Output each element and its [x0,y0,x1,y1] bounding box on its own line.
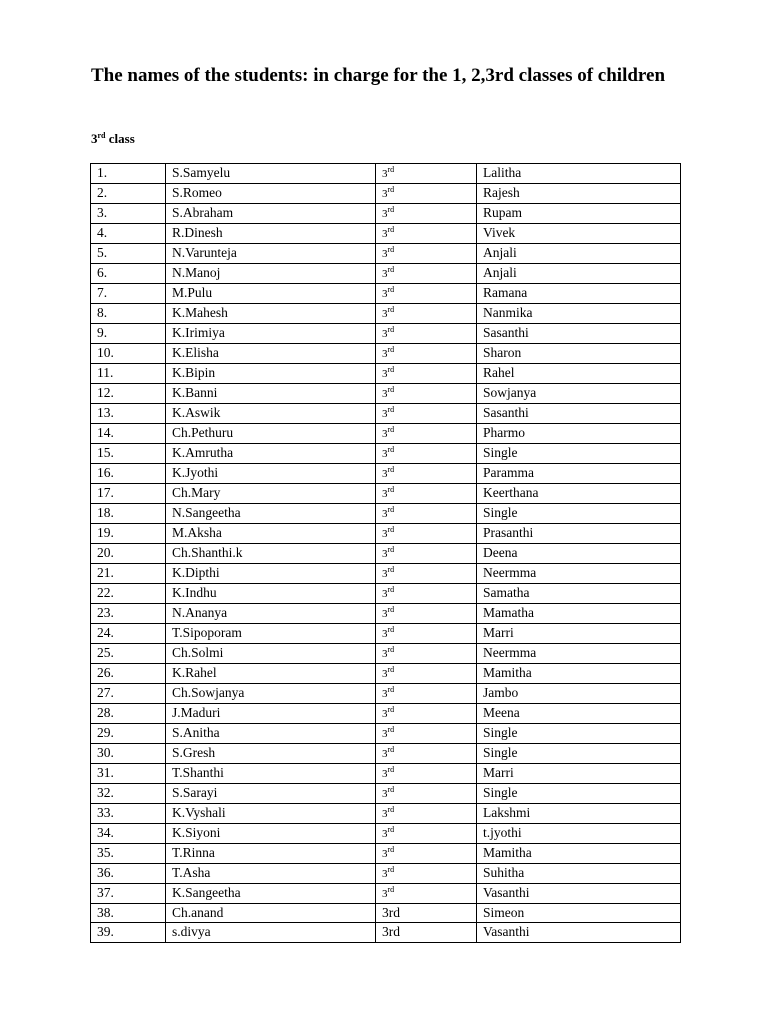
class-suffix: rd [387,565,395,574]
row-number: 28. [91,704,166,724]
row-number: 26. [91,664,166,684]
row-number: 20. [91,544,166,564]
table-row [91,264,681,284]
row-number: 25. [91,644,166,664]
class-suffix: rd [387,165,395,174]
row-number: 38. [91,904,166,923]
student-name: M.Aksha [166,524,376,544]
class-suffix: rd [387,625,395,634]
table-row [91,504,681,524]
row-number: 13. [91,404,166,424]
class-cell [376,604,477,624]
table-row [91,364,681,384]
class-number: 3 [382,448,388,460]
table-row [91,544,681,564]
class-number: 3 [382,308,388,320]
in-charge-name: Marri [477,624,681,644]
class-suffix: rd [387,605,395,614]
table-row [91,304,681,324]
row-number: 3. [91,204,166,224]
in-charge-name: Deena [477,544,681,564]
table-row [91,244,681,264]
row-number: 4. [91,224,166,244]
class-cell [376,704,477,724]
class-suffix: rd [387,445,395,454]
class-suffix: rd [387,585,395,594]
class-suffix: rd [387,325,395,334]
class-cell [376,524,477,544]
student-name: S.Anitha [166,724,376,744]
class-number: 3 [382,588,388,600]
table-row [91,784,681,804]
class-suffix: rd [387,185,395,194]
class-suffix: rd [387,885,395,894]
class-suffix: rd [387,385,395,394]
student-name: Ch.Solmi [166,644,376,664]
in-charge-name: Ramana [477,284,681,304]
table-row [91,824,681,844]
student-name: T.Shanthi [166,764,376,784]
row-number: 10. [91,344,166,364]
class-number: 3 [382,248,388,260]
in-charge-name: Meena [477,704,681,724]
in-charge-name: Single [477,724,681,744]
row-number: 27. [91,684,166,704]
class-number: 3 [382,468,388,480]
in-charge-name: Rupam [477,204,681,224]
row-number: 18. [91,504,166,524]
class-suffix: rd [387,845,395,854]
class-cell [376,664,477,684]
class-cell [376,364,477,384]
class-cell [376,684,477,704]
student-name: S.Gresh [166,744,376,764]
class-cell [376,724,477,744]
class-suffix: rd [387,265,395,274]
class-number: 3 [382,668,388,680]
student-name: T.Sipoporam [166,624,376,644]
row-number: 17. [91,484,166,504]
class-number: 3 [382,828,388,840]
in-charge-name: Sowjanya [477,384,681,404]
class-cell [376,784,477,804]
in-charge-name: Mamatha [477,604,681,624]
class-suffix: rd [387,725,395,734]
class-suffix: rd [387,465,395,474]
class-cell [376,504,477,524]
class-cell [376,164,477,184]
class-cell [376,644,477,664]
class-number: 3 [382,748,388,760]
class-number: 3 [382,488,388,500]
section-label: class [108,131,135,146]
table-row [91,224,681,244]
student-name: N.Varunteja [166,244,376,264]
roster-body [91,164,681,943]
in-charge-name: Vasanthi [477,884,681,904]
class-suffix: rd [387,825,395,834]
student-name: K.Banni [166,384,376,404]
student-name: T.Asha [166,864,376,884]
student-name: Ch.anand [166,904,376,923]
student-roster-table [90,163,681,943]
in-charge-name: Single [477,784,681,804]
row-number: 2. [91,184,166,204]
class-suffix: rd [387,745,395,754]
class-suffix: rd [387,425,395,434]
class-cell [376,804,477,824]
class-suffix: rd [387,365,395,374]
student-name: Ch.Shanthi.k [166,544,376,564]
row-number: 29. [91,724,166,744]
class-number: 3rd [382,905,400,920]
student-name: K.Bipin [166,364,376,384]
student-name: Ch.Mary [166,484,376,504]
row-number: 24. [91,624,166,644]
in-charge-name: Single [477,444,681,464]
class-cell [376,744,477,764]
in-charge-name: Pharmo [477,424,681,444]
in-charge-name: Lalitha [477,164,681,184]
table-row [91,424,681,444]
student-name: K.Vyshali [166,804,376,824]
class-cell [376,484,477,504]
class-number: 3 [382,688,388,700]
table-row [91,764,681,784]
table-row [91,204,681,224]
class-number: 3 [382,268,388,280]
row-number: 19. [91,524,166,544]
class-suffix: rd [387,685,395,694]
class-number: 3 [382,508,388,520]
table-row [91,324,681,344]
student-name: K.Mahesh [166,304,376,324]
student-name: K.Siyoni [166,824,376,844]
student-name: K.Indhu [166,584,376,604]
in-charge-name: Marri [477,764,681,784]
class-number: 3 [382,428,388,440]
class-number: 3 [382,608,388,620]
student-name: K.Amrutha [166,444,376,464]
class-number: 3 [382,208,388,220]
student-name: Ch.Pethuru [166,424,376,444]
class-cell [376,544,477,564]
class-suffix: rd [387,485,395,494]
in-charge-name: Keerthana [477,484,681,504]
row-number: 9. [91,324,166,344]
table-row [91,484,681,504]
table-row [91,584,681,604]
row-number: 5. [91,244,166,264]
class-number: 3 [382,628,388,640]
row-number: 30. [91,744,166,764]
class-cell [376,904,477,923]
in-charge-name: Neermma [477,564,681,584]
row-number: 37. [91,884,166,904]
class-suffix: rd [387,705,395,714]
class-suffix: rd [387,405,395,414]
student-name: K.Rahel [166,664,376,684]
row-number: 14. [91,424,166,444]
class-number: 3 [382,768,388,780]
class-cell [376,244,477,264]
table-row [91,284,681,304]
class-cell [376,284,477,304]
class-suffix: rd [387,665,395,674]
table-row [91,464,681,484]
class-suffix: rd [387,225,395,234]
in-charge-name: Lakshmi [477,804,681,824]
student-name: N.Ananya [166,604,376,624]
class-number: 3 [382,808,388,820]
table-row [91,904,681,923]
class-cell [376,764,477,784]
row-number: 7. [91,284,166,304]
in-charge-name: Sasanthi [477,324,681,344]
table-row [91,923,681,942]
student-name: N.Manoj [166,264,376,284]
class-number: 3 [382,368,388,380]
class-number: 3 [382,888,388,900]
class-number: 3 [382,648,388,660]
class-cell [376,224,477,244]
table-row [91,844,681,864]
table-row [91,184,681,204]
in-charge-name: Mamitha [477,844,681,864]
row-number: 34. [91,824,166,844]
class-cell [376,304,477,324]
student-name: S.Sarayi [166,784,376,804]
class-cell [376,424,477,444]
student-name: M.Pulu [166,284,376,304]
student-name: K.Aswik [166,404,376,424]
in-charge-name: Vasanthi [477,923,681,942]
class-cell [376,384,477,404]
class-cell [376,584,477,604]
class-number: 3 [382,288,388,300]
row-number: 12. [91,384,166,404]
student-name: K.Dipthi [166,564,376,584]
in-charge-name: Sharon [477,344,681,364]
row-number: 11. [91,364,166,384]
class-suffix: rd [387,805,395,814]
row-number: 6. [91,264,166,284]
table-row [91,864,681,884]
class-cell [376,824,477,844]
row-number: 23. [91,604,166,624]
class-suffix: rd [387,865,395,874]
class-number: 3 [382,568,388,580]
student-name: S.Romeo [166,184,376,204]
student-name: T.Rinna [166,844,376,864]
class-number: 3 [382,388,388,400]
student-name: R.Dinesh [166,224,376,244]
table-row [91,604,681,624]
table-row [91,704,681,724]
table-row [91,884,681,904]
class-cell [376,844,477,864]
in-charge-name: Rahel [477,364,681,384]
class-cell [376,864,477,884]
row-number: 32. [91,784,166,804]
student-name: S.Abraham [166,204,376,224]
class-suffix: rd [387,345,395,354]
class-suffix: rd [387,305,395,314]
row-number: 8. [91,304,166,324]
row-number: 21. [91,564,166,584]
class-cell [376,884,477,904]
class-suffix: rd [387,545,395,554]
class-cell [376,464,477,484]
table-row [91,564,681,584]
student-name: K.Elisha [166,344,376,364]
class-number: 3 [382,348,388,360]
table-row [91,404,681,424]
in-charge-name: Simeon [477,904,681,923]
table-row [91,724,681,744]
class-cell [376,344,477,364]
class-suffix: rd [387,245,395,254]
row-number: 16. [91,464,166,484]
table-row [91,664,681,684]
section-number: 3 [91,131,98,146]
student-name: s.divya [166,923,376,942]
table-row [91,744,681,764]
class-number: 3 [382,848,388,860]
in-charge-name: Anjali [477,264,681,284]
in-charge-name: Samatha [477,584,681,604]
class-number: 3 [382,868,388,880]
table-row [91,164,681,184]
table-row [91,524,681,544]
class-suffix: rd [387,505,395,514]
class-cell [376,184,477,204]
row-number: 36. [91,864,166,884]
row-number: 15. [91,444,166,464]
table-row [91,644,681,664]
class-number: 3 [382,528,388,540]
class-cell [376,923,477,942]
in-charge-name: Sasanthi [477,404,681,424]
row-number: 22. [91,584,166,604]
section-heading [91,130,135,148]
class-suffix: rd [387,785,395,794]
row-number: 35. [91,844,166,864]
class-cell [376,564,477,584]
student-name: N.Sangeetha [166,504,376,524]
class-number: 3 [382,548,388,560]
in-charge-name: Single [477,744,681,764]
class-suffix: rd [387,645,395,654]
in-charge-name: Jambo [477,684,681,704]
class-cell [376,444,477,464]
class-number: 3 [382,168,388,180]
class-suffix: rd [387,205,395,214]
page-title: The names of the students: in charge for the 1, 2,3rd classes of children [91,65,666,86]
in-charge-name: Nanmika [477,304,681,324]
class-suffix: rd [387,285,395,294]
in-charge-name: Anjali [477,244,681,264]
in-charge-name: Suhitha [477,864,681,884]
class-cell [376,404,477,424]
class-number: 3 [382,408,388,420]
in-charge-name: Paramma [477,464,681,484]
table-row [91,344,681,364]
table-row [91,384,681,404]
in-charge-name: Prasanthi [477,524,681,544]
class-cell [376,624,477,644]
table-row [91,624,681,644]
student-name: K.Irimiya [166,324,376,344]
student-name: J.Maduri [166,704,376,724]
in-charge-name: Neermma [477,644,681,664]
section-suffix: rd [97,131,106,140]
class-suffix: rd [387,765,395,774]
row-number: 31. [91,764,166,784]
row-number: 1. [91,164,166,184]
student-name: Ch.Sowjanya [166,684,376,704]
class-number: 3 [382,788,388,800]
table-row [91,444,681,464]
in-charge-name: Mamitha [477,664,681,684]
student-name: S.Samyelu [166,164,376,184]
table-row [91,804,681,824]
in-charge-name: Single [477,504,681,524]
row-number: 33. [91,804,166,824]
table-row [91,684,681,704]
class-suffix: rd [387,525,395,534]
class-number: 3rd [382,924,400,940]
student-name: K.Sangeetha [166,884,376,904]
student-name: K.Jyothi [166,464,376,484]
row-number: 39. [91,923,166,942]
class-number: 3 [382,188,388,200]
in-charge-name: Rajesh [477,184,681,204]
class-number: 3 [382,228,388,240]
in-charge-name: Vivek [477,224,681,244]
class-number: 3 [382,728,388,740]
class-cell [376,204,477,224]
in-charge-name: t.jyothi [477,824,681,844]
class-cell [376,324,477,344]
class-number: 3 [382,328,388,340]
class-number: 3 [382,708,388,720]
class-cell [376,264,477,284]
